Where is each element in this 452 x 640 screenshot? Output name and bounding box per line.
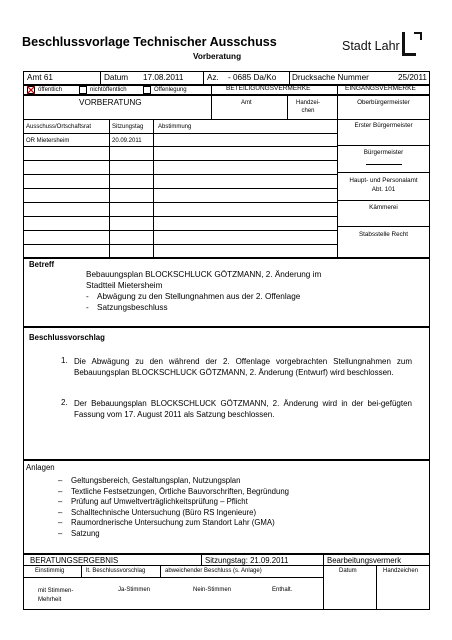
- enthaltungen-label: Enthalt.: [272, 587, 293, 593]
- abweichender-beschluss-label: abweichender Beschluss (s. Anlage): [165, 568, 262, 574]
- beschlussvorschlag-label: Beschlussvorschlag: [29, 333, 105, 342]
- sitzungstag-column-header: Sitzungstag: [112, 124, 144, 130]
- offenlegung-label: Offenlegung: [154, 87, 187, 93]
- beratung-row-ausschuss: OR Mietersheim: [26, 138, 70, 144]
- datum-value: 17.08.2011: [143, 73, 184, 82]
- mit-stimmen-mehrheit-label: mit Stimmen- Mehrheit: [38, 588, 74, 603]
- sitzungstag-ergebnis: Sitzungstag: 21.09.2011: [205, 556, 289, 565]
- datum-label: Datum: [104, 73, 129, 82]
- document-title: Beschlussvorlage Technischer Ausschuss: [22, 35, 277, 49]
- beschluss-point-1-number: 1.: [61, 356, 68, 365]
- anlagen-label: Anlagen: [26, 463, 55, 472]
- handzeichen-label-ergebnis: Handzeichen: [383, 568, 419, 574]
- drucksache-value: 25/2011: [398, 73, 427, 82]
- handzeichen-column-header: Handzei- chen: [296, 100, 321, 114]
- beschluss-point-2-number: 2.: [61, 398, 68, 407]
- beschluss-point-2: Der Bebauungsplan BLOCKSCHLUCK GÖTZMANN, 2. Änderung wird in der bei-gefügten Fassung vom 17. August 2011 als Satzung beschlossen.: [74, 399, 412, 419]
- anlagen-item: – Prüfung auf Umweltverträglichkeitsprüfung – Pflicht: [55, 497, 289, 508]
- beteiligungsvermerke-label: BETEILIGUNGSVERMERKE: [226, 85, 311, 92]
- bearbeitungsvermerk-label: Bearbeitungsvermerk: [327, 556, 402, 565]
- datum-label-ergebnis: Datum: [339, 568, 357, 574]
- betreff-line2: Stadtteil Mietersheim: [86, 281, 163, 290]
- nein-stimmen-label: Nein-Stimmen: [193, 587, 232, 593]
- anlagen-item: – Raumordnerische Untersuchung zum Standort Lahr (GMA): [55, 518, 289, 529]
- stadt-lahr-logo: Stadt Lahr: [342, 30, 434, 60]
- stabsstelle-recht-label: Stabsstelle Recht: [358, 231, 408, 238]
- offenlegung-checkbox[interactable]: [143, 86, 151, 94]
- anlagen-item: – Textliche Festsetzungen, Örtliche Bauvorschriften, Begründung: [55, 487, 289, 498]
- oeffentlich-label: öffentlich: [38, 87, 62, 93]
- ja-stimmen-label: Ja-Stimmen: [118, 587, 151, 593]
- betreff-item-abwaegung: Abwägung zu den Stellungnahmen aus der 2. Offenlage: [97, 292, 301, 301]
- betreff-line1: Bebauungsplan BLOCKSCHLUCK GÖTZMANN, 2. Änderung im: [86, 270, 322, 279]
- buergermeister-label: Bürgermeister: [363, 149, 404, 156]
- kaemmerei-label: Kämmerei: [369, 204, 398, 211]
- nichtoeffentlich-label: nichtöffentlich: [90, 87, 127, 93]
- abstimmung-column-header: Abstimmung: [158, 124, 192, 130]
- beschlussvorschlag-section: [23, 327, 430, 460]
- nichtoeffentlich-checkbox[interactable]: [79, 86, 87, 94]
- amt-column-header: Amt: [241, 100, 252, 106]
- beratung-row-sitzungstag: 20.09.2011: [112, 138, 142, 144]
- beratungsergebnis-label: BERATUNGSERGEBNIS: [30, 556, 119, 565]
- oeffentlich-checkbox[interactable]: [27, 86, 35, 94]
- document-subtitle: Vorberatung: [193, 52, 242, 61]
- beschluss-point-1: Die Abwägung zu den während der 2. Offenlage vorgebrachten Stellungnahmen zum Bebauungsplan BLOCKSCHLUCK GÖTZMANN, 2. Änderung (Entwurf) wird beschlossen.: [74, 357, 412, 377]
- az-label: Az.: [207, 73, 219, 82]
- erster-buergermeister-label: Erster Bürgermeister: [354, 122, 413, 129]
- oberbuergermeister-label: Oberbürgermeister: [357, 99, 410, 106]
- anlagen-item: – Schalltechnische Untersuchung (Büro RS Ingenieure): [55, 508, 289, 519]
- ausschuss-column-header: Ausschuss/Ortschaftsrat: [26, 124, 92, 130]
- vorberatung-heading: VORBERATUNG: [79, 98, 142, 107]
- haupt-personalamt-label: Haupt- und Personalamt Abt. 101: [349, 177, 418, 193]
- anlagen-item: – Geltungsbereich, Gestaltungsplan, Nutzungsplan: [55, 476, 289, 487]
- betreff-label: Betreff: [29, 260, 55, 269]
- einstimmig-label: Einstimmig: [35, 568, 65, 574]
- anlagen-list: [55, 476, 289, 540]
- az-value: - 0685 Da/Ko: [228, 73, 277, 82]
- lt-beschlussvorschlag-label: lt. Beschlussvorschlag: [86, 568, 146, 574]
- betreff-item-satzungsbeschluss: Satzungsbeschluss: [97, 303, 168, 312]
- drucksache-label: Drucksache Nummer: [292, 73, 369, 82]
- amt-field: Amt 61: [27, 73, 53, 82]
- eingangsvermerke-label: EINGANGSVERMERKE: [345, 85, 416, 92]
- anlagen-item: – Satzung: [55, 529, 289, 540]
